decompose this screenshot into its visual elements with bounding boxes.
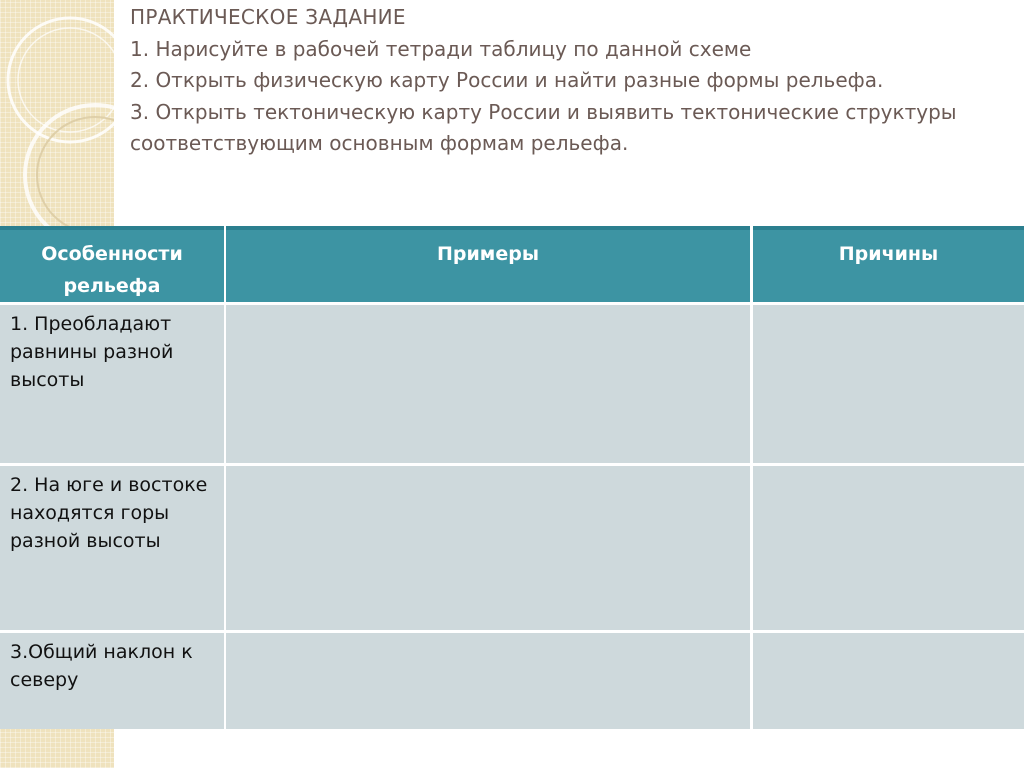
relief-table — [0, 226, 1024, 729]
header-causes: Причины — [753, 226, 1024, 302]
row-1-causes — [753, 305, 1024, 463]
header-examples: Примеры — [226, 226, 750, 302]
row-2-examples — [226, 466, 750, 630]
row-3-feature: 3.Общий наклон к северу — [0, 633, 224, 729]
row-1-feature: 1. Преобладают равнины разной высоты — [0, 305, 224, 463]
task-1: 1. Нарисуйте в рабочей тетради таблицу по данной схеме — [130, 36, 752, 61]
row-2-feature: 2. На юге и востоке находятся горы разной высоты — [0, 466, 224, 630]
task-3-continued: соответствующим основным формам рельефа. — [130, 131, 629, 155]
task-3: 3. Открыть тектоническую карту России и выявить тектонические структуры — [130, 99, 957, 124]
header-features: Особенности рельефа — [0, 226, 224, 302]
row-1-examples — [226, 305, 750, 463]
slide-title: ПРАКТИЧЕСКОЕ ЗАДАНИЕ — [130, 5, 406, 29]
task-text — [130, 2, 1010, 160]
task-2: 2. Открыть физическую карту России и найти разные формы рельефа. — [130, 68, 884, 92]
row-2-causes — [753, 466, 1024, 630]
row-3-examples — [226, 633, 750, 729]
row-3-causes — [753, 633, 1024, 729]
